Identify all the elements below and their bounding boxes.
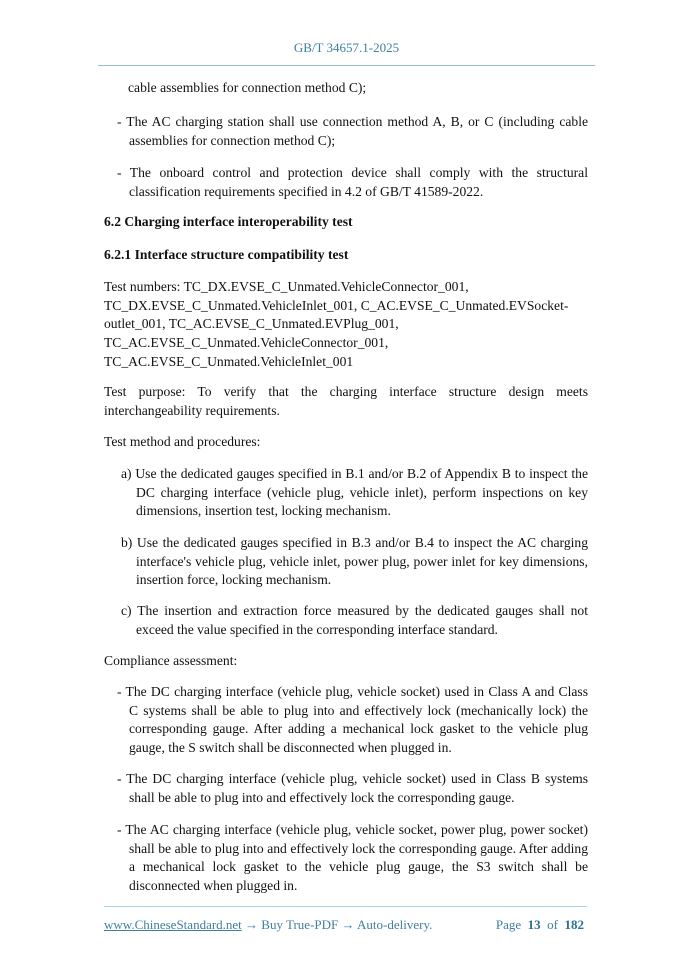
footer-divider bbox=[104, 906, 587, 907]
page-indicator: Page 13 of 182 bbox=[495, 917, 584, 932]
list-item: - The onboard control and protection device shall comply with the structural classification requirements specified in 4.2 of GB/T 41589-2022. bbox=[117, 165, 588, 199]
list-item-c: c) The insertion and extraction force measured by the dedicated gauges shall not exceed the value specified in the corresponding interface standard. bbox=[121, 603, 588, 637]
test-numbers-line: TC_AC.EVSE_C_Unmated.VehicleInlet_001 bbox=[104, 353, 354, 369]
compliance-label: Compliance assessment: bbox=[104, 653, 238, 668]
header-divider bbox=[98, 65, 595, 66]
method-label: Test method and procedures: bbox=[104, 434, 261, 449]
website-link[interactable]: www.ChineseStandard.net bbox=[104, 917, 242, 932]
footer bbox=[104, 917, 584, 933]
test-numbers-line: Test numbers: TC_DX.EVSE_C_Unmated.VehicleConnector_001, bbox=[104, 279, 469, 294]
paragraph: cable assemblies for connection method C); bbox=[128, 80, 367, 95]
test-numbers-line: TC_DX.EVSE_C_Unmated.VehicleInlet_001, C_AC.EVSE_C_Unmated.EVSocket- bbox=[104, 297, 569, 313]
list-item-b: b) Use the dedicated gauges specified in B.3 and/or B.4 to inspect the AC charging interface's vehicle plug, vehicle inlet, power plug, power inlet for key dimensions, insertion force, locking mechanism. bbox=[121, 535, 588, 588]
test-numbers-line: outlet_001, TC_AC.EVSE_C_Unmated.EVPlug_001, bbox=[104, 316, 399, 332]
document-id-header: GB/T 34657.1-2025 bbox=[293, 40, 400, 55]
section-heading: 6.2 Charging interface interoperability test bbox=[104, 214, 353, 229]
list-item-a: a) Use the dedicated gauges specified in B.1 and/or B.2 of Appendix B to inspect the DC charging interface (vehicle plug, vehicle inlet), perform inspections on key dimensions, insertion test, locking mechanism. bbox=[121, 466, 588, 519]
subsection-heading: 6.2.1 Interface structure compatibility test bbox=[104, 247, 349, 262]
list-item: - The DC charging interface (vehicle plug, vehicle socket) used in Class B systems shall be able to plug into and effectively lock the corresponding gauge. bbox=[117, 771, 588, 805]
test-numbers bbox=[104, 278, 588, 372]
list-item: - The AC charging interface (vehicle plug, vehicle socket, power plug, power socket) shall be able to plug into and effectively lock the corresponding gauge. After adding a mechanical lock gasket to the vehicle plug gauge, the S3 switch shall be disconnected when plugged in. bbox=[117, 822, 588, 894]
test-numbers-line: TC_AC.EVSE_C_Unmated.VehicleConnector_001, bbox=[104, 335, 389, 351]
list-item: - The AC charging station shall use connection method A, B, or C (including cable assemblies for connection method C); bbox=[117, 114, 588, 148]
list-item: - The DC charging interface (vehicle plug, vehicle socket) used in Class A and Class C systems shall be able to plug into and effectively lock (mechanically lock) the corresponding gauge. After adding a mechanical lock gasket to the vehicle plug gauge, the S switch shall be disconnected when plugged in. bbox=[117, 684, 588, 756]
promo-text: → Buy True-PDF → Auto-delivery. bbox=[241, 917, 433, 932]
test-purpose: Test purpose: To verify that the charging interface structure design meets interchangeability requirements. bbox=[104, 384, 588, 418]
